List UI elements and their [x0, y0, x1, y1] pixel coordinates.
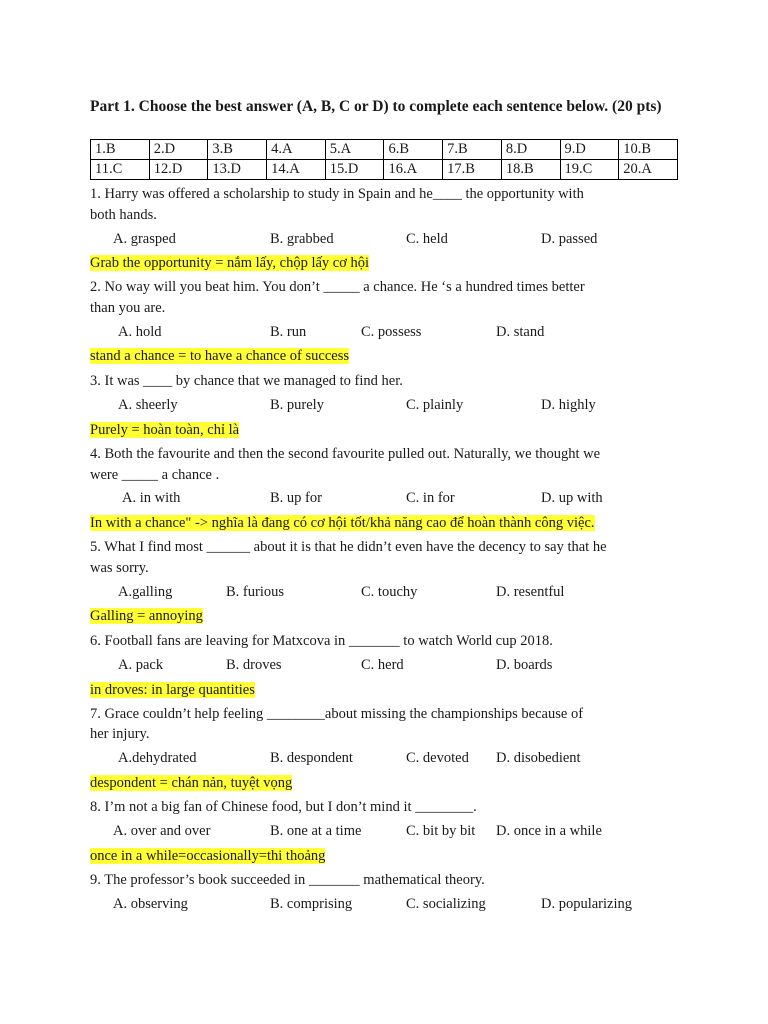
- question-4-option-a: A. in with: [122, 490, 181, 506]
- answer-key-cell: 20.A: [619, 160, 678, 180]
- answer-key-cell: 17.B: [443, 160, 502, 180]
- question-7-option-a: A.dehydrated: [118, 750, 197, 766]
- answer-key-cell: 18.B: [501, 160, 560, 180]
- question-5-option-b: B. furious: [226, 584, 284, 600]
- question-3-option-c: C. plainly: [406, 397, 464, 413]
- question-4-stem-line-1: 4. Both the favourite and then the second favourite pulled out. Naturally, we thought we: [90, 446, 601, 462]
- answer-key-table: [90, 139, 678, 180]
- answer-key-cell: 2.D: [149, 140, 208, 160]
- question-2-option-d: D. stand: [496, 324, 545, 340]
- answer-key-cell: 6.B: [384, 140, 443, 160]
- question-7-note: despondent = chán nản, tuyệt vọng: [90, 775, 293, 791]
- question-7-option-b: B. despondent: [270, 750, 353, 766]
- question-8-option-a: A. over and over: [113, 823, 211, 839]
- question-8-option-b: B. one at a time: [270, 823, 362, 839]
- question-6-option-d: D. boards: [496, 657, 553, 673]
- answer-key-row: [91, 160, 678, 180]
- question-1-option-c: C. held: [406, 231, 448, 247]
- question-8-stem-line-1: 8. I’m not a big fan of Chinese food, but I don’t mind it ________.: [90, 799, 477, 815]
- question-1-option-a: A. grasped: [113, 231, 176, 247]
- question-1-option-d: D. passed: [541, 231, 598, 247]
- question-4-stem-line-2: were _____ a chance .: [90, 467, 220, 483]
- answer-key-cell: 19.C: [560, 160, 619, 180]
- question-3-option-b: B. purely: [270, 397, 324, 413]
- part-heading: Part 1. Choose the best answer (A, B, C or D) to complete each sentence below. (20 pts): [90, 98, 662, 115]
- answer-key-cell: 14.A: [267, 160, 326, 180]
- question-2-option-b: B. run: [270, 324, 307, 340]
- answer-key-cell: 5.A: [325, 140, 384, 160]
- question-8-option-c: C. bit by bit: [406, 823, 476, 839]
- question-3-option-a: A. sheerly: [118, 397, 178, 413]
- question-2-option-c: C. possess: [361, 324, 422, 340]
- answer-key-cell: 3.B: [208, 140, 267, 160]
- answer-key-cell: 4.A: [267, 140, 326, 160]
- answer-key-cell: 1.B: [91, 140, 150, 160]
- answer-key-cell: 13.D: [208, 160, 267, 180]
- question-5-stem-line-1: 5. What I find most ______ about it is that he didn’t even have the decency to say that he: [90, 539, 607, 555]
- answer-key-cell: 9.D: [560, 140, 619, 160]
- question-2-note: stand a chance = to have a chance of success: [90, 348, 349, 364]
- question-1-stem-line-1: 1. Harry was offered a scholarship to study in Spain and he____ the opportunity with: [90, 186, 584, 202]
- question-9-option-c: C. socializing: [406, 896, 486, 912]
- question-8-option-d: D. once in a while: [496, 823, 602, 839]
- question-9-option-b: B. comprising: [270, 896, 353, 912]
- question-4-option-b: B. up for: [270, 490, 322, 506]
- answer-key-cell: 7.B: [443, 140, 502, 160]
- question-1-stem-line-2: both hands.: [90, 207, 157, 223]
- question-6-note: in droves: in large quantities: [90, 682, 255, 698]
- question-6-option-b: B. droves: [226, 657, 282, 673]
- question-7-option-c: C. devoted: [406, 750, 469, 766]
- question-7-stem-line-2: her injury.: [90, 726, 150, 742]
- question-2-option-a: A. hold: [118, 324, 162, 340]
- question-4-option-d: D. up with: [541, 490, 603, 506]
- answer-key-cell: 10.B: [619, 140, 678, 160]
- answer-key-cell: 12.D: [149, 160, 208, 180]
- question-1-option-b: B. grabbed: [270, 231, 334, 247]
- question-5-note: Galling = annoying: [90, 608, 203, 624]
- answer-key-row: [91, 140, 678, 160]
- question-3-note: Purely = hoàn toàn, chỉ là: [90, 422, 240, 438]
- question-3-stem-line-1: 3. It was ____ by chance that we managed to find her.: [90, 373, 403, 389]
- question-2-stem-line-1: 2. No way will you beat him. You don’t _____ a chance. He ‘s a hundred times better: [90, 279, 585, 295]
- question-8-note: once in a while=occasionally=thi thoảng: [90, 848, 326, 864]
- question-2-stem-line-2: than you are.: [90, 300, 166, 316]
- question-4-note: In with a chance" -> nghĩa là đang có cơ hội tốt/khả năng cao để hoàn thành công việc.: [90, 515, 595, 531]
- question-4-option-c: C. in for: [406, 490, 455, 506]
- question-9-option-a: A. observing: [113, 896, 188, 912]
- question-6-option-a: A. pack: [118, 657, 164, 673]
- question-5-stem-line-2: was sorry.: [90, 560, 149, 576]
- question-6-stem-line-1: 6. Football fans are leaving for Matxcova in _______ to watch World cup 2018.: [90, 633, 553, 649]
- question-3-option-d: D. highly: [541, 397, 596, 413]
- question-5-option-d: D. resentful: [496, 584, 565, 600]
- question-5-option-a: A.galling: [118, 584, 173, 600]
- answer-key-cell: 16.A: [384, 160, 443, 180]
- answer-key-cell: 11.C: [91, 160, 150, 180]
- question-9-stem-line-1: 9. The professor’s book succeeded in _______ mathematical theory.: [90, 872, 485, 888]
- question-7-stem-line-1: 7. Grace couldn’t help feeling ________about missing the championships because of: [90, 706, 584, 722]
- question-7-option-d: D. disobedient: [496, 750, 581, 766]
- answer-key-cell: 15.D: [325, 160, 384, 180]
- question-5-option-c: C. touchy: [361, 584, 418, 600]
- question-1-note: Grab the opportunity = nắm lấy, chộp lấy cơ hội: [90, 255, 370, 271]
- question-6-option-c: C. herd: [361, 657, 404, 673]
- question-9-option-d: D. popularizing: [541, 896, 633, 912]
- answer-key-cell: 8.D: [501, 140, 560, 160]
